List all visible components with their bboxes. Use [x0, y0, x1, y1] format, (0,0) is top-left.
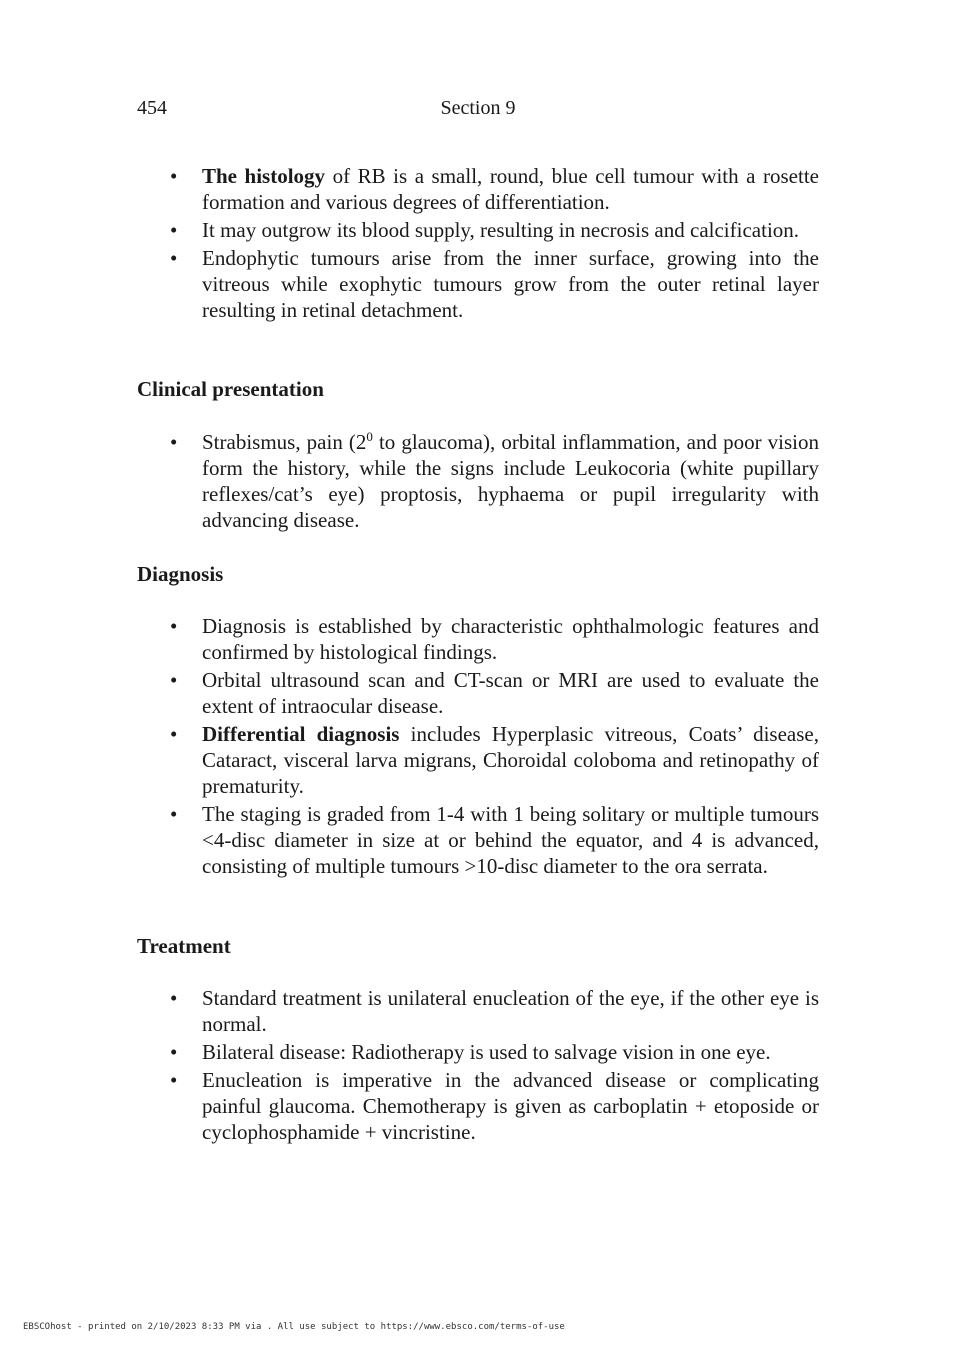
list-item: [137, 245, 819, 323]
list-item: [137, 429, 819, 533]
list-item: [137, 1067, 819, 1145]
treatment-bullet-list: [137, 985, 819, 1145]
intro-section: [137, 163, 819, 325]
bullet-icon: •: [170, 1068, 178, 1092]
section-heading: Treatment: [137, 934, 231, 958]
bullet-text: Enucleation is imperative in the advanced disease or complicating painful glaucoma. Chemotherapy is given as carboplatin + etoposide or cyclophosphamide + vincristine.: [202, 1068, 819, 1144]
bullet-icon: •: [170, 430, 178, 454]
section-title: Section 9: [440, 97, 516, 119]
bullet-icon: •: [170, 164, 178, 188]
bullet-icon: •: [170, 986, 178, 1010]
bullet-icon: •: [170, 1040, 178, 1064]
list-item: [137, 217, 819, 243]
bold-lead: Differential diagnosis: [202, 722, 400, 746]
list-item: [137, 667, 819, 719]
page-number: 454: [137, 97, 167, 119]
list-item: [137, 163, 819, 215]
bullet-text: includes Hyperplasic vitreous, Coats’ disease, Cataract, visceral larva migrans, Choroidal coloboma and retinopathy of prematurity.: [202, 722, 819, 798]
list-item: [137, 801, 819, 879]
clinical-bullet-list: [137, 429, 819, 533]
diagnosis-body: [137, 613, 819, 881]
list-item: [137, 613, 819, 665]
bullet-icon: •: [170, 722, 178, 746]
intro-bullet-list: [137, 163, 819, 323]
bullet-text: of RB is a small, round, blue cell tumour with a rosette formation and various degrees of differentiation.: [202, 164, 819, 214]
diagnosis-bullet-list: [137, 613, 819, 879]
bullet-icon: •: [170, 246, 178, 270]
bullet-icon: •: [170, 802, 178, 826]
bullet-text: It may outgrow its blood supply, resulting in necrosis and calcification.: [202, 218, 800, 242]
bold-lead: The histology: [202, 164, 326, 188]
bullet-text-post: to glaucoma), orbital inflammation, and poor vision form the history, while the signs include Leukocoria (white pupillary reflexes/cat’s eye) proptosis, hyphaema or pupil irregularity with advancing disease.: [202, 430, 819, 532]
bullet-text: Orbital ultrasound scan and CT-scan or MRI are used to evaluate the extent of intraocular disease.: [202, 668, 819, 718]
diagnosis-section: [137, 561, 819, 587]
bullet-icon: •: [170, 614, 178, 638]
treatment-body: [137, 985, 819, 1147]
bullet-icon: •: [170, 218, 178, 242]
superscript: 0: [366, 429, 373, 444]
bullet-text: Diagnosis is established by characteristic ophthalmologic features and confirmed by histological findings.: [202, 614, 819, 664]
page-header: [137, 97, 819, 121]
section-heading: Diagnosis: [137, 562, 224, 586]
print-footer: EBSCOhost - printed on 2/10/2023 8:33 PM via . All use subject to https://www.ebsco.com/terms-of-use: [23, 1322, 565, 1332]
section-heading: Clinical presentation: [137, 377, 324, 401]
treatment-section: [137, 933, 819, 959]
clinical-section: [137, 376, 819, 402]
clinical-body: [137, 429, 819, 535]
bullet-text: The staging is graded from 1-4 with 1 being solitary or multiple tumours <4-disc diameter in size at or behind the equator, and 4 is advanced, consisting of multiple tumours >10-disc diameter to the ora serrata.: [202, 802, 819, 878]
bullet-text: Endophytic tumours arise from the inner surface, growing into the vitreous while exophytic tumours grow from the outer retinal layer resulting in retinal detachment.: [202, 246, 819, 322]
list-item: [137, 1039, 819, 1065]
list-item: [137, 721, 819, 799]
bullet-text-pre: Strabismus, pain (2: [202, 430, 367, 454]
bullet-text: Standard treatment is unilateral enucleation of the eye, if the other eye is normal.: [202, 986, 819, 1036]
bullet-icon: •: [170, 668, 178, 692]
bullet-text: Bilateral disease: Radiotherapy is used to salvage vision in one eye.: [202, 1040, 771, 1064]
list-item: [137, 985, 819, 1037]
